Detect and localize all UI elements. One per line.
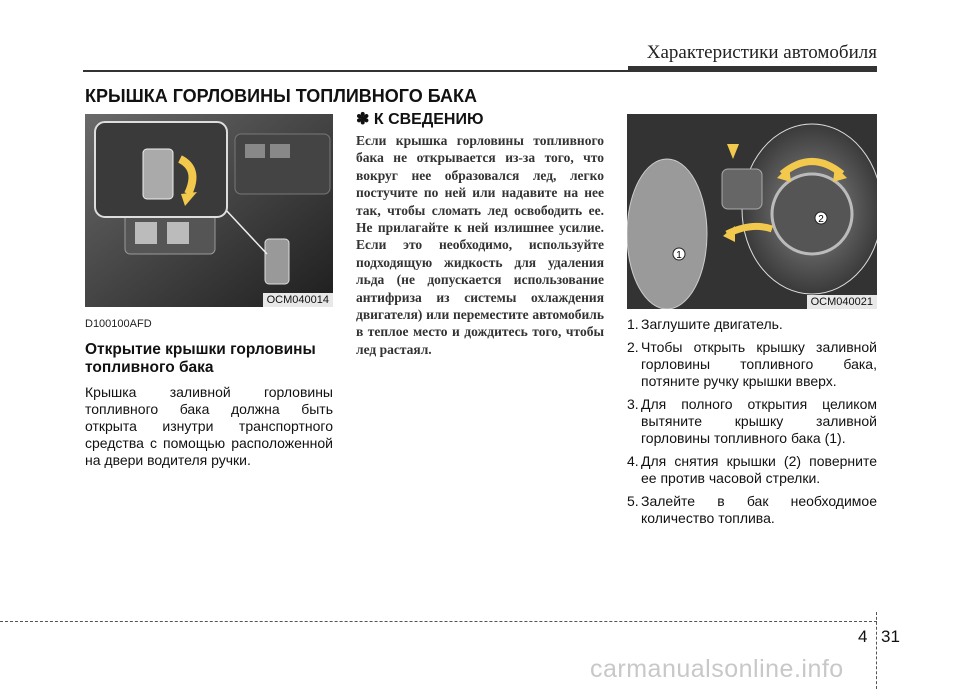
section-title: КРЫШКА ГОРЛОВИНЫ ТОПЛИВНОГО БАКА (85, 86, 477, 106)
step-item (627, 493, 877, 527)
step-number: 2. (627, 339, 639, 355)
note-heading (356, 111, 604, 128)
callout-1: 1 (676, 250, 682, 261)
chapter-number: 4 (858, 627, 868, 646)
steps-column (627, 316, 877, 533)
photo-code-label: OCM040014 (263, 293, 333, 307)
step-number: 4. (627, 453, 639, 469)
step-text: Заглушите двигатель. (641, 316, 783, 332)
door-handle-illustration (85, 114, 333, 307)
callout-2: 2 (818, 214, 824, 225)
photo-fuel-cap (627, 114, 877, 309)
photo-door-handle (85, 114, 333, 307)
body-paragraph: Крышка заливной горловины топливного бака должна быть открыта изнутри транспортного средства с помощью расположенной на двери водителя ручки. (85, 384, 333, 468)
step-number: 5. (627, 493, 639, 509)
note-column (356, 111, 604, 358)
step-text: Для полного открытия целиком вытяните крышку заливной горловины топливного бака (1). (641, 396, 877, 446)
footer-divider (876, 612, 877, 689)
header-accent-bar (628, 66, 877, 71)
note-body: Если крышка горловины топливного бака не открывается из-за того, что вокруг нее образовался лед, легко постучите по ней или надавите на нее так, чтобы сломать лед освободить ее. Не прилагайте к ней излишнее усилие. Если это необходимо, используйте подходящую жидкость для удаления льда (не допускается использование антифриза из системы охлаждения двигателя) или переместите автомобиль в теплое место и дождитесь того, чтобы лед растаял. (356, 133, 604, 357)
left-column (85, 316, 333, 469)
watermark-link[interactable]: carmanualsonline.info (590, 655, 844, 683)
step-item (627, 453, 877, 487)
fuel-cap-illustration (627, 114, 877, 309)
page-number: 31 (881, 627, 900, 646)
steps-list (627, 316, 877, 527)
note-heading-label: К СВЕДЕНИЮ (373, 111, 484, 128)
step-number: 1. (627, 316, 639, 332)
step-text: Чтобы открыть крышку заливной горловины топливного бака, потяните ручку крышки вверх. (641, 339, 877, 389)
asterisk-icon: ✽ (356, 111, 370, 128)
doc-code: D100100AFD (85, 318, 152, 330)
step-item (627, 339, 877, 390)
footer-rule (0, 621, 877, 622)
step-item (627, 396, 877, 447)
step-text: Залейте в бак необходимое количество топлива. (641, 493, 877, 526)
photo-code-label-2: OCM040021 (807, 295, 877, 309)
chapter-title: Характеристики автомобиля (646, 42, 877, 63)
subheading: Открытие крышки горловины топливного бака (85, 341, 316, 376)
step-number: 3. (627, 396, 639, 412)
step-item (627, 316, 877, 333)
step-text: Для снятия крышки (2) поверните ее против часовой стрелки. (641, 453, 877, 486)
